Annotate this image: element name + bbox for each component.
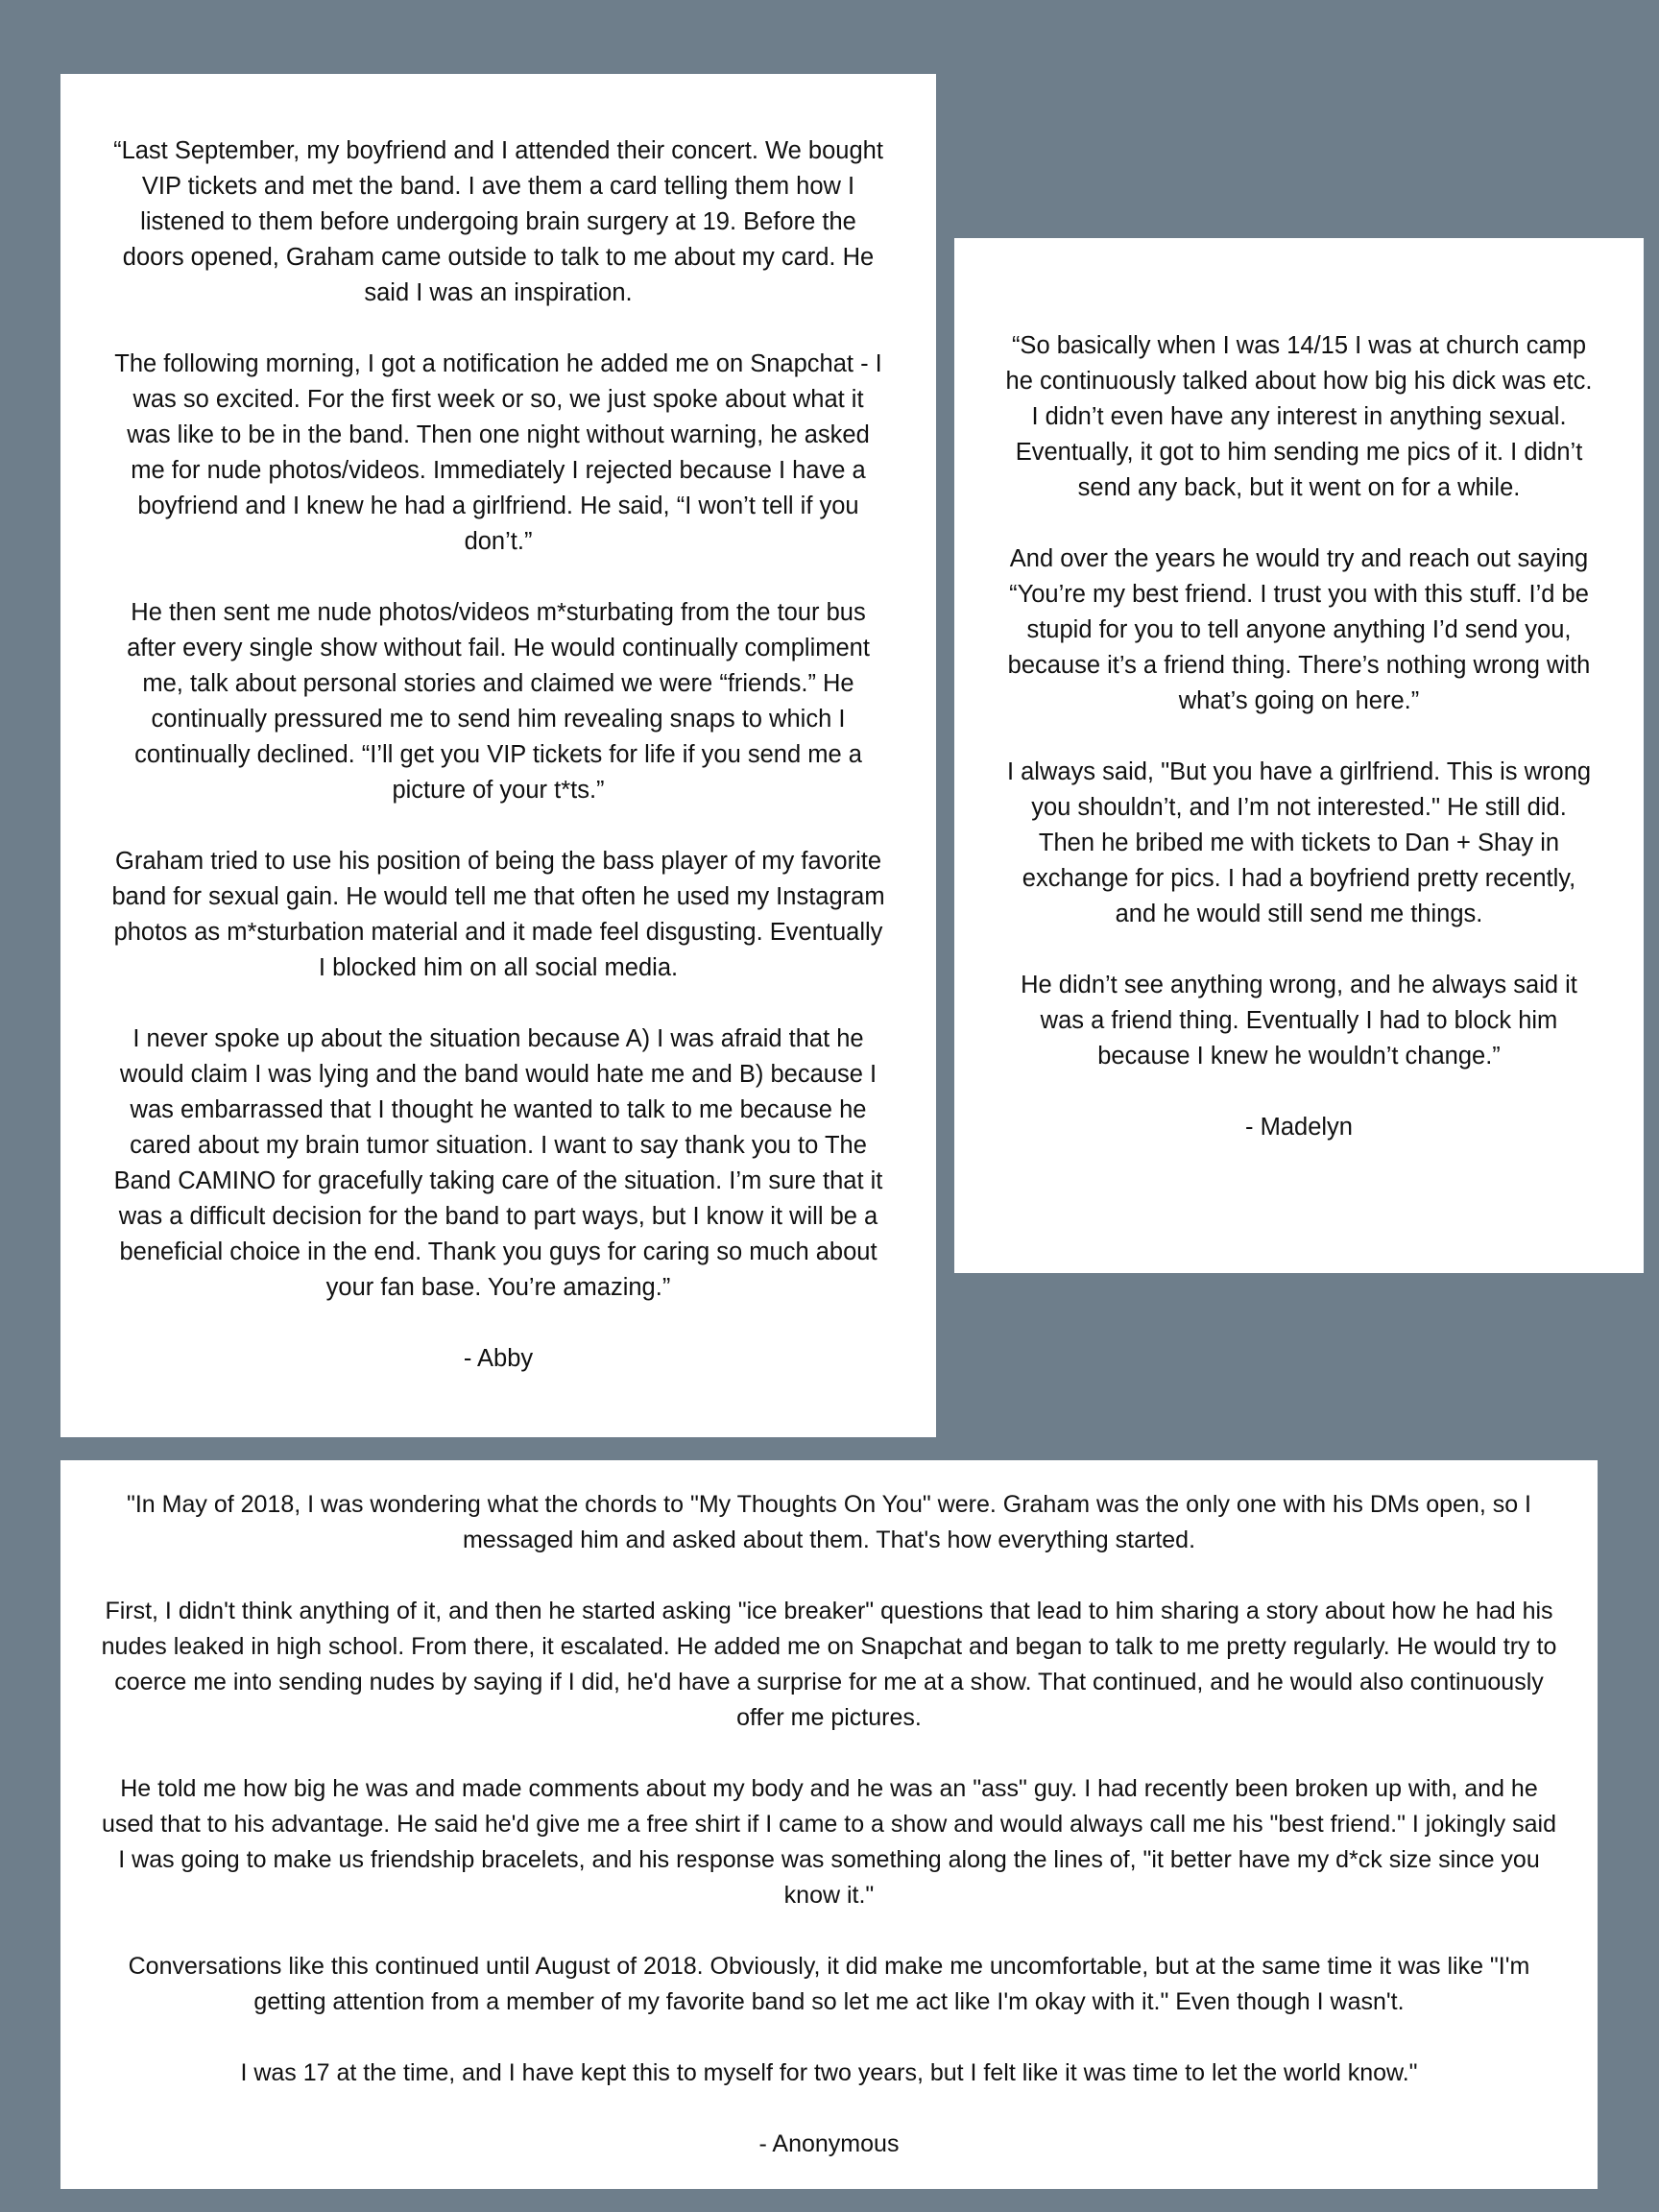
testimonial-paragraph: Graham tried to use his position of being the bass player of my favorite band for sexual gain. He would tell me that often he used my Instagram photos as m*sturbation material and it made feel disgusting. Eventually I blocked him on all social media. [111, 848, 885, 981]
testimonial-card-anonymous [60, 1460, 1598, 2189]
testimonial-paragraph: And over the years he would try and reach out saying “You’re my best friend. I trust you with this stuff. I’d be stupid for you to tell anyone anything I’d send you, because it’s a friend thing. There’s nothing wrong with what’s going on here.” [1007, 545, 1591, 714]
testimonial-signature: - Madelyn [1245, 1114, 1353, 1141]
testimonial-paragraph: He didn’t see anything wrong, and he always said it was a friend thing. Eventually I had to block him because I knew he wouldn’t change.” [1021, 972, 1577, 1070]
testimonial-paragraph: I was 17 at the time, and I have kept this to myself for two years, but I felt like it was time to let the world know." [240, 2059, 1418, 2086]
testimonial-paragraph: He told me how big he was and made comments about my body and he was an "ass" guy. I had recently been broken up with, and he used that to his advantage. He said he'd give me a free shirt if I came to a show and would always call me his "best friend." I jokingly said I was going to make us friendship bracelets, and his response was something along the lines of, "it better have my d*ck size since you know it." [102, 1775, 1556, 1909]
testimonial-paragraph: I never spoke up about the situation because A) I was afraid that he would claim I was lying and the band would hate me and B) because I was embarrassed that I thought he wanted to talk to me because he cared about my brain tumor situation. I want to say thank you to The Band CAMINO for gracefully taking care of the situation. I’m sure that it was a difficult decision for the band to part ways, but I know it will be a beneficial choice in the end. Thank you guys for caring so much about your fan base. You’re amazing.” [113, 1025, 883, 1301]
testimonial-card-madelyn [954, 238, 1644, 1273]
testimonial-paragraph: Conversations like this continued until August of 2018. Obviously, it did make me uncomfortable, but at the same time it was like "I'm getting attention from a member of my favorite band so let me act like I'm okay with it." Even though I wasn't. [128, 1953, 1530, 2015]
testimonial-paragraph: He then sent me nude photos/videos m*sturbating from the tour bus after every single show without fail. He would continually compliment me, talk about personal stories and claimed we were “friends.” He continually pressured me to send him revealing snaps to which I continually declined. “I’ll get you VIP tickets for life if you send me a picture of your t*ts.” [127, 599, 870, 804]
testimonial-paragraph: I always said, "But you have a girlfriend. This is wrong you shouldn’t, and I’m not interested." He still did. Then he bribed me with tickets to Dan + Shay in exchange for pics. I had a boyfriend pretty recently, and he would still send me things. [1006, 758, 1592, 927]
testimonial-paragraph: “So basically when I was 14/15 I was at church camp he continuously talked about how big his dick was etc. I didn’t even have any interest in anything sexual. Eventually, it got to him sending me pics of it. I didn’t send any back, but it went on for a while. [1005, 332, 1593, 501]
testimonial-paragraph: “Last September, my boyfriend and I attended their concert. We bought VIP tickets and met the band. I ave them a card telling them how I listened to them before undergoing brain surgery at 19. Before the doors opened, Graham came outside to talk to me about my card. He said I was an inspiration. [113, 137, 883, 306]
testimonial-paragraph: First, I didn't think anything of it, and then he started asking "ice breaker" questions that lead to him sharing a story about how he had his nudes leaked in high school. From there, it escalated. He added me on Snapchat and began to talk to me pretty regularly. He would try to coerce me into sending nudes by saying if I did, he'd have a surprise for me at a show. That continued, and he would also continuously offer me pictures. [101, 1598, 1557, 1731]
testimonial-card-abby [60, 74, 936, 1437]
testimonial-signature: - Abby [463, 1345, 534, 1372]
testimonial-signature: - Anonymous [758, 2130, 900, 2157]
testimonial-paragraph: The following morning, I got a notification he added me on Snapchat - I was so excited. For the first week or so, we just spoke about what it was like to be in the band. Then one night without warning, he asked me for nude photos/videos. Immediately I rejected because I have a boyfriend and I knew he had a girlfriend. He said, “I won’t tell if you don’t.” [114, 350, 882, 555]
testimonial-paragraph: "In May of 2018, I was wondering what the chords to "My Thoughts On You" were. Graham was the only one with his DMs open, so I messaged him and asked about them. That's how everything started. [126, 1491, 1532, 1553]
